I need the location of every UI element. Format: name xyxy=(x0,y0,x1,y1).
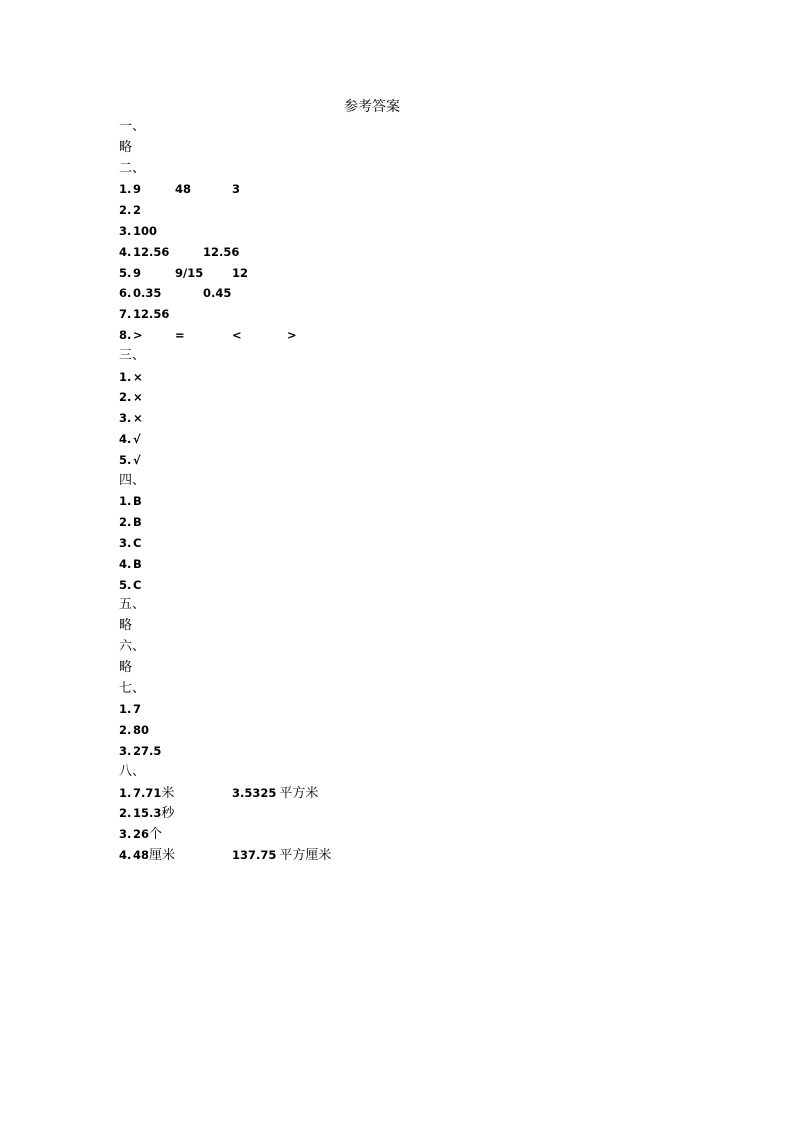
question-number: 3. xyxy=(119,411,132,426)
question-number: 3. xyxy=(119,743,132,758)
answer-value xyxy=(133,803,174,825)
answer-unit: 秒 xyxy=(161,806,175,822)
answer-row xyxy=(119,491,719,512)
answer-number: 12.56 xyxy=(203,244,240,259)
answer-number: 12.56 xyxy=(133,244,170,259)
section-heading: 四、 xyxy=(119,472,146,488)
answer-row xyxy=(119,450,719,471)
question-number: 5. xyxy=(119,577,132,592)
question-number: 1. xyxy=(119,702,132,717)
answer-row xyxy=(119,803,719,824)
question-number: 3. xyxy=(119,223,132,238)
answer-row xyxy=(119,699,719,720)
answer-row xyxy=(119,741,719,762)
section-heading: 二、 xyxy=(119,160,146,176)
answer-number: √ xyxy=(133,452,141,467)
answer-value xyxy=(133,491,142,512)
section-heading: 五、 xyxy=(119,597,146,613)
answer-row xyxy=(119,554,719,575)
answer-number: 15.3 xyxy=(133,806,162,821)
answer-value xyxy=(133,304,169,325)
answer-number: > xyxy=(133,327,143,342)
answer-row xyxy=(119,179,719,200)
question-number: 8. xyxy=(119,327,132,342)
answer-unit: 个 xyxy=(149,827,163,843)
answer-value xyxy=(133,263,141,284)
question-number: 1. xyxy=(119,785,132,800)
answer-text: 略 xyxy=(119,618,133,634)
answer-value xyxy=(203,242,239,263)
answer-value xyxy=(133,221,157,242)
answer-row xyxy=(119,845,719,866)
answer-number: 12.56 xyxy=(133,307,170,322)
answer-value xyxy=(232,179,240,200)
answer-value xyxy=(232,845,331,867)
answer-number: 137.75 xyxy=(232,847,277,862)
answer-number: B xyxy=(133,515,142,530)
answer-number: B xyxy=(133,556,142,571)
answer-row xyxy=(119,824,719,845)
answer-number: 9 xyxy=(133,265,142,280)
answer-text: 略 xyxy=(119,659,133,675)
section-heading: 三、 xyxy=(119,347,146,363)
answer-row xyxy=(119,283,719,304)
answer-number: × xyxy=(133,369,143,384)
answer-row xyxy=(119,387,719,408)
section-heading: 七、 xyxy=(119,680,146,696)
answer-row xyxy=(119,575,719,596)
section-heading: 六、 xyxy=(119,638,146,654)
answer-value xyxy=(133,512,142,533)
answer-value xyxy=(203,283,231,304)
answer-number: 100 xyxy=(133,223,158,238)
question-number: 4. xyxy=(119,847,132,862)
answer-row xyxy=(119,658,719,679)
answer-value xyxy=(133,533,141,554)
section-heading: 一、 xyxy=(119,119,146,134)
answer-value xyxy=(133,367,143,388)
answer-list xyxy=(119,117,719,866)
question-number: 2. xyxy=(119,203,132,218)
answer-number: 7.71 xyxy=(133,785,162,800)
answer-row xyxy=(119,242,719,263)
answer-unit: 平方米 xyxy=(279,785,319,801)
section-heading: 八、 xyxy=(119,763,146,779)
answer-row xyxy=(119,200,719,221)
answer-value xyxy=(175,263,203,284)
answer-value xyxy=(232,783,318,805)
answer-row xyxy=(119,367,719,388)
question-number: 1. xyxy=(119,182,132,197)
answer-row xyxy=(119,429,719,450)
answer-value xyxy=(133,699,141,720)
answer-row xyxy=(119,221,719,242)
answer-row xyxy=(119,783,719,804)
question-number: 5. xyxy=(119,452,132,467)
answer-number: C xyxy=(133,535,142,550)
answer-number: B xyxy=(133,494,142,509)
answer-number: 9 xyxy=(133,182,142,197)
question-number: 3. xyxy=(119,535,132,550)
answer-row xyxy=(119,408,719,429)
answer-value xyxy=(133,429,141,450)
question-number: 5. xyxy=(119,265,132,280)
page-title: 参考答案 xyxy=(344,99,400,115)
answer-text: 略 xyxy=(119,139,133,155)
answer-value xyxy=(133,783,174,805)
question-number: 7. xyxy=(119,307,132,322)
answer-number: 9/15 xyxy=(175,265,204,280)
question-number: 2. xyxy=(119,390,132,405)
answer-unit: 厘米 xyxy=(149,847,176,863)
answer-number: 0.35 xyxy=(133,286,162,301)
question-number: 2. xyxy=(119,723,132,738)
answer-number: 3.5325 xyxy=(232,785,277,800)
answer-row xyxy=(119,616,719,637)
answer-value xyxy=(133,554,142,575)
answer-value xyxy=(133,720,149,741)
answer-number: 3 xyxy=(232,182,241,197)
answer-value xyxy=(232,263,248,284)
question-number: 3. xyxy=(119,827,132,842)
question-number: 4. xyxy=(119,556,132,571)
question-number: 2. xyxy=(119,806,132,821)
question-number: 4. xyxy=(119,431,132,446)
answer-value xyxy=(133,325,143,346)
answer-number: < xyxy=(232,327,242,342)
answer-number: > xyxy=(287,327,297,342)
answer-row xyxy=(119,138,719,159)
question-number: 6. xyxy=(119,286,132,301)
answer-value xyxy=(133,845,175,867)
answer-row xyxy=(119,533,719,554)
question-number: 4. xyxy=(119,244,132,259)
answer-value xyxy=(133,450,141,471)
answer-value xyxy=(232,325,242,346)
answer-number: 0.45 xyxy=(203,286,232,301)
answer-value xyxy=(133,408,143,429)
answer-number: 12 xyxy=(232,265,249,280)
answer-number: × xyxy=(133,411,143,426)
answer-number: × xyxy=(133,390,143,405)
answer-number: 27.5 xyxy=(133,743,162,758)
answer-number: 26 xyxy=(133,827,150,842)
answer-unit: 米 xyxy=(161,785,175,801)
answer-number: = xyxy=(175,327,185,342)
answer-number: 7 xyxy=(133,702,142,717)
answer-value xyxy=(133,283,161,304)
question-number: 1. xyxy=(119,369,132,384)
answer-value xyxy=(133,200,141,221)
answer-number: 48 xyxy=(175,182,192,197)
question-number: 2. xyxy=(119,515,132,530)
answer-value xyxy=(175,179,191,200)
answer-value xyxy=(133,824,162,846)
question-number: 1. xyxy=(119,494,132,509)
answer-value xyxy=(287,325,297,346)
answer-number: √ xyxy=(133,431,141,446)
answer-row xyxy=(119,263,719,284)
answer-number: 80 xyxy=(133,723,150,738)
answer-value xyxy=(175,325,185,346)
answer-row xyxy=(119,304,719,325)
answer-unit: 平方厘米 xyxy=(279,847,332,863)
answer-number: 2 xyxy=(133,203,142,218)
answer-row xyxy=(119,512,719,533)
answer-value xyxy=(133,179,141,200)
answer-value xyxy=(133,575,141,596)
answer-number: C xyxy=(133,577,142,592)
answer-row xyxy=(119,325,719,346)
answer-value xyxy=(133,242,169,263)
answer-row xyxy=(119,720,719,741)
answer-number: 48 xyxy=(133,847,150,862)
answer-value xyxy=(133,741,161,762)
answer-value xyxy=(133,387,143,408)
